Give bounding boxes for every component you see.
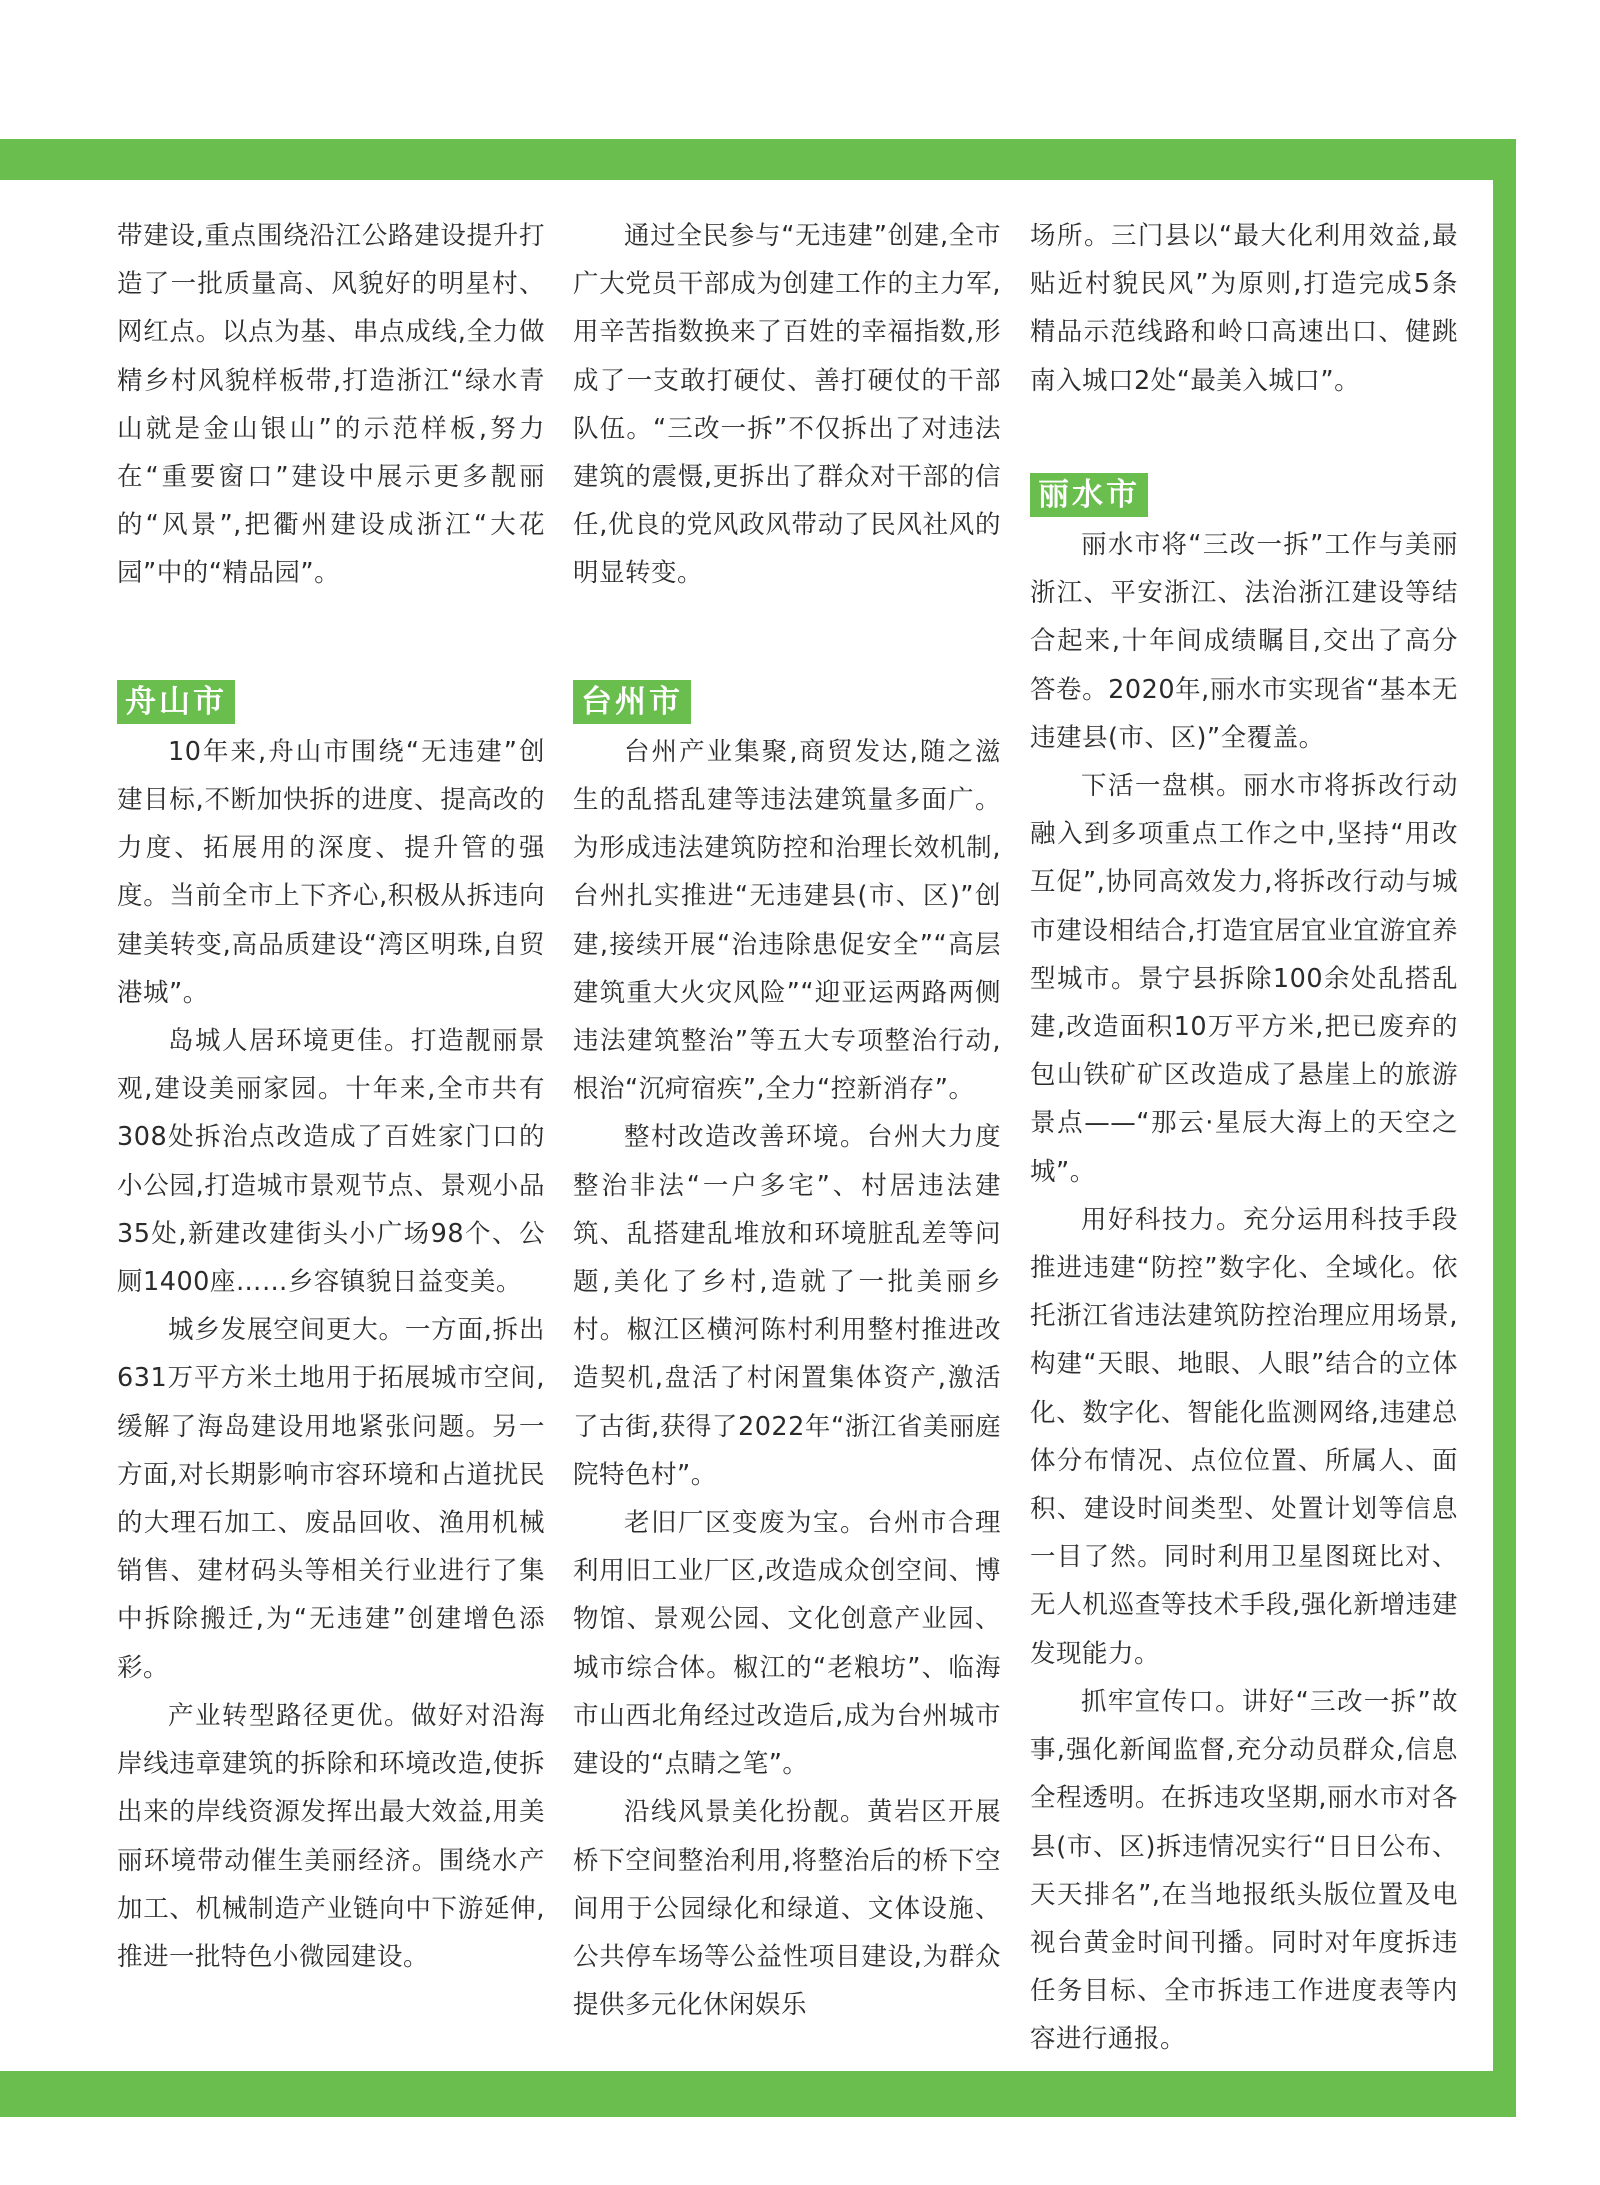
paragraph: 抓牢宣传口。讲好“三改一拆”故事,强化新闻监督,充分动员群众,信息全程透明。在拆违攻坚期,丽水市对各县(市、区)拆违情况实行“日日公布、天天排名”,在当地报纸头版位置及电视台黄金时间刊播。同时对年度拆违任务目标、全市拆违工作进度表等内容进行通报。	[1030, 1686, 1458, 2055]
paragraph: 沿线风景美化扮靓。黄岩区开展桥下空间整治利用,将整治后的桥下空间用于公园绿化和绿道、文体设施、公共停车场等公益性项目建设,为群众提供多元化休闲娱乐	[573, 1797, 1001, 2021]
paragraph: 下活一盘棋。丽水市将拆改行动融入到多项重点工作之中,坚持“用改互促”,协同高效发力,将拆改行动与城市建设相结合,打造宜居宜业宜游宜养型城市。景宁县拆除100余处乱搭乱建,改造面积10万平方米,把已废弃的包山铁矿矿区改造成了悬崖上的旅游景点——“那云·星辰大海上的天空之城”。	[1030, 771, 1458, 1187]
paragraph: 丽水市将“三改一拆”工作与美丽浙江、平安浙江、法治浙江建设等结合起来,十年间成绩瞩目,交出了高分答卷。2020年,丽水市实现省“基本无违建县(市、区)”全覆盖。	[1030, 530, 1458, 753]
paragraph: 通过全民参与“无违建”创建,全市广大党员干部成为创建工作的主力军,用辛苦指数换来了百姓的幸福指数,形成了一支敢打硬仗、善打硬仗的干部队伍。“三改一拆”不仅拆出了对违法建筑的震慑,更拆出了群众对干部的信任,优良的党风政风带动了民风社风的明显转变。	[573, 221, 1001, 589]
paragraph: 用好科技力。充分运用科技手段推进违建“防控”数字化、全域化。依托浙江省违法建筑防控治理应用场景,构建“天眼、地眼、人眼”结合的立体化、数字化、智能化监测网络,违建总体分布情况、点位位置、所属人、面积、建设时间类型、处置计划等信息一目了然。同时利用卫星图斑比对、无人机巡查等技术手段,强化新增违建发现能力。	[1030, 1204, 1458, 1669]
green-frame-top	[0, 139, 1516, 180]
paragraph: 产业转型路径更优。做好对沿海岸线违章建筑的拆除和环境改造,使拆出来的岸线资源发挥出最大效益,用美丽环境带动催生美丽经济。围绕水产加工、机械制造产业链向中下游延伸,推进一批特色小微园建设。	[117, 1700, 545, 1972]
paragraph: 整村改造改善环境。台州大力度整治非法“一户多宅”、村居违法建筑、乱搭建乱堆放和环境脏乱差等问题,美化了乡村,造就了一批美丽乡村。椒江区横河陈村利用整村推进改造契机,盘活了村闲置集体资产,激活了古街,获得了2022年“浙江省美丽庭院特色村”。	[573, 1122, 1001, 1490]
green-frame-right	[1493, 139, 1516, 2117]
section-heading-taizhou: 台州市	[573, 680, 691, 724]
paragraph: 场所。三门县以“最大化利用效益,最贴近村貌民风”为原则,打造完成5条精品示范线路和岭口高速出口、健跳南入城口2处“最美入城口”。	[1030, 221, 1458, 396]
section-heading-zhoushan: 舟山市	[117, 680, 235, 724]
paragraph: 带建设,重点围绕沿江公路建设提升打造了一批质量高、风貌好的明星村、网红点。以点为基、串点成线,全力做精乡村风貌样板带,打造浙江“绿水青山就是金山银山”的示范样板,努力在“重要窗口”建设中展示更多靓丽的“风景”,把衢州建设成浙江“大花园”中的“精品园”。	[117, 221, 545, 589]
column-left	[117, 212, 545, 1981]
paragraph: 10年来,舟山市围绕“无违建”创建目标,不断加快拆的进度、提高改的力度、拓展用的深度、提升管的强度。当前全市上下齐心,积极从拆违向建美转变,高品质建设“湾区明珠,自贸港城”。	[117, 736, 545, 1008]
paragraph: 城乡发展空间更大。一方面,拆出631万平方米土地用于拓展城市空间,缓解了海岛建设用地紧张问题。另一方面,对长期影响市容环境和占道扰民的大理石加工、废品回收、渔用机械销售、建材码头等相关行业进行了集中拆除搬迁,为“无违建”创建增色添彩。	[117, 1315, 545, 1683]
paragraph: 台州产业集聚,商贸发达,随之滋生的乱搭乱建等违法建筑量多面广。为形成违法建筑防控和治理长效机制,台州扎实推进“无违建县(市、区)”创建,接续开展“治违除患促安全”“高层建筑重大火灾风险”“迎亚运两路两侧违法建筑整治”等五大专项整治行动,根治“沉疴宿疾”,全力“控新消存”。	[573, 736, 1001, 1105]
column-middle	[573, 212, 1001, 2029]
paragraph: 老旧厂区变废为宝。台州市合理利用旧工业厂区,改造成众创空间、博物馆、景观公园、文化创意产业园、城市综合体。椒江的“老粮坊”、临海市山西北角经过改造后,成为台州城市建设的“点睛之笔”。	[573, 1508, 1001, 1780]
section-heading-lishui: 丽水市	[1030, 473, 1148, 517]
column-right	[1030, 212, 1458, 2064]
green-frame-bottom	[0, 2071, 1516, 2117]
paragraph: 岛城人居环境更佳。打造靓丽景观,建设美丽家园。十年来,全市共有308处拆治点改造成了百姓家门口的小公园,打造城市景观节点、景观小品35处,新建改建街头小广场98个、公厕1400座……乡容镇貌日益变美。	[117, 1026, 545, 1298]
